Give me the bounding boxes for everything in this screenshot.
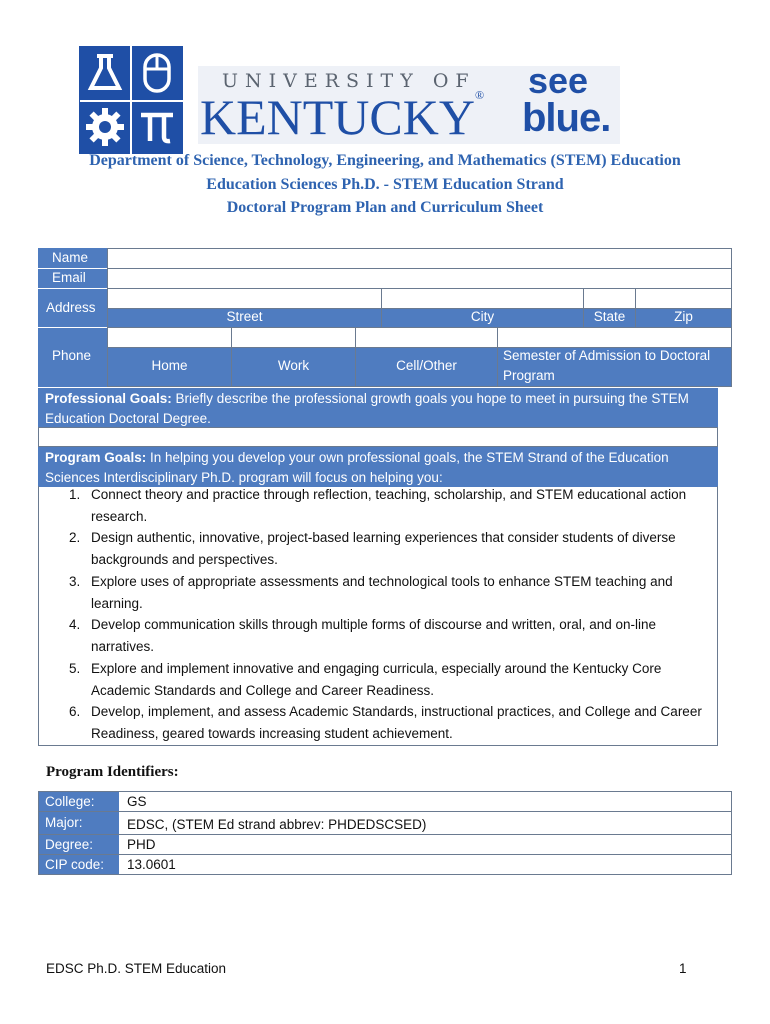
email-label: Email xyxy=(52,270,86,285)
cell-label: Cell/Other xyxy=(396,358,457,373)
footer-title: EDSC Ph.D. STEM Education xyxy=(46,961,227,976)
cip-code-key: CIP code: xyxy=(39,855,119,874)
flask-icon xyxy=(79,46,131,100)
street-label: Street xyxy=(226,309,263,324)
semester-field[interactable] xyxy=(497,327,732,348)
program-identifiers-title: Program Identifiers: xyxy=(46,764,179,780)
zip-field[interactable] xyxy=(635,288,732,309)
semester-label-line1: Semester of Admission to Doctoral xyxy=(503,348,711,363)
address-label: Address xyxy=(46,300,96,315)
name-field[interactable] xyxy=(107,248,732,269)
page-title-line1: Department of Science, Technology, Engineering, and Mathematics (STEM) Education xyxy=(89,152,681,169)
table-row xyxy=(38,834,732,855)
work-label: Work xyxy=(277,358,310,373)
name-label: Name xyxy=(52,250,89,265)
home-phone-field[interactable] xyxy=(107,327,232,348)
professional-goals-field[interactable] xyxy=(38,427,718,447)
table-row xyxy=(38,854,732,875)
email-field[interactable] xyxy=(107,268,732,289)
major-value: EDSC, (STEM Ed strand abbrev: PHDEDSCSED) xyxy=(127,817,427,832)
degree-value: PHD xyxy=(127,837,156,852)
program-goals-header: Program Goals: In helping you develop your own professional goals, the STEM Strand of the Education Sciences Interdisciplinary Ph.D. program will focus on helping you: xyxy=(38,447,718,487)
major-key: Major: xyxy=(39,812,119,834)
phone-label: Phone xyxy=(52,348,92,363)
home-label: Home xyxy=(151,358,188,373)
state-field[interactable] xyxy=(583,288,636,309)
table-row xyxy=(38,791,732,812)
pi-icon xyxy=(131,100,183,154)
cip-code-value: 13.0601 xyxy=(127,857,176,872)
professional-goals-header: Professional Goals: Briefly describe the professional growth goals you hope to meet in pursuing the STEM Education Doctoral Degree. xyxy=(38,388,718,428)
work-phone-field[interactable] xyxy=(231,327,356,348)
program-goals-list: 1. Connect theory and practice through reflection, teaching, scholarship, and STEM educational action research. 2. Design authentic, innovative, project-based learning experiences that consider students of diverse backgrounds and perspectives. 3. Explore uses of appropriate assessments and technological tools to enhance STEM teaching and learning. 4. Develop communication skills through multiple forms of discourse and written, oral, and on-line narratives. 5. Explore and implement innovative and engaging curricula, especially around the Kentucky Core Academic Standards and College and Career Readiness. 6. Develop, implement, and assess Academic Standards, instructional practices, and College and Career Readiness, geared towards increasing student achievement. xyxy=(38,486,718,746)
city-label: City xyxy=(470,309,495,324)
college-key: College: xyxy=(39,792,119,811)
logo-blue: blue. xyxy=(522,96,611,140)
logo-university-of: UNIVERSITY OF xyxy=(222,70,476,92)
logo-see: see xyxy=(528,60,589,101)
logo-kentucky: KENTUCKY® xyxy=(200,88,485,145)
semester-label-line2: Program xyxy=(503,368,555,383)
city-field[interactable] xyxy=(381,288,584,309)
degree-key: Degree: xyxy=(39,835,119,854)
cell-phone-field[interactable] xyxy=(355,327,498,348)
gear-icon xyxy=(79,100,131,154)
street-field[interactable] xyxy=(107,288,382,309)
state-label: State xyxy=(593,309,626,324)
page-title-line3: Doctoral Program Plan and Curriculum Sheet xyxy=(226,199,544,216)
page-number: 1 xyxy=(679,961,687,976)
mouse-icon xyxy=(131,46,183,100)
college-value: GS xyxy=(127,794,147,809)
page-title-line2: Education Sciences Ph.D. - STEM Education Strand xyxy=(206,176,564,193)
table-row xyxy=(38,811,732,835)
zip-label: Zip xyxy=(674,309,693,324)
